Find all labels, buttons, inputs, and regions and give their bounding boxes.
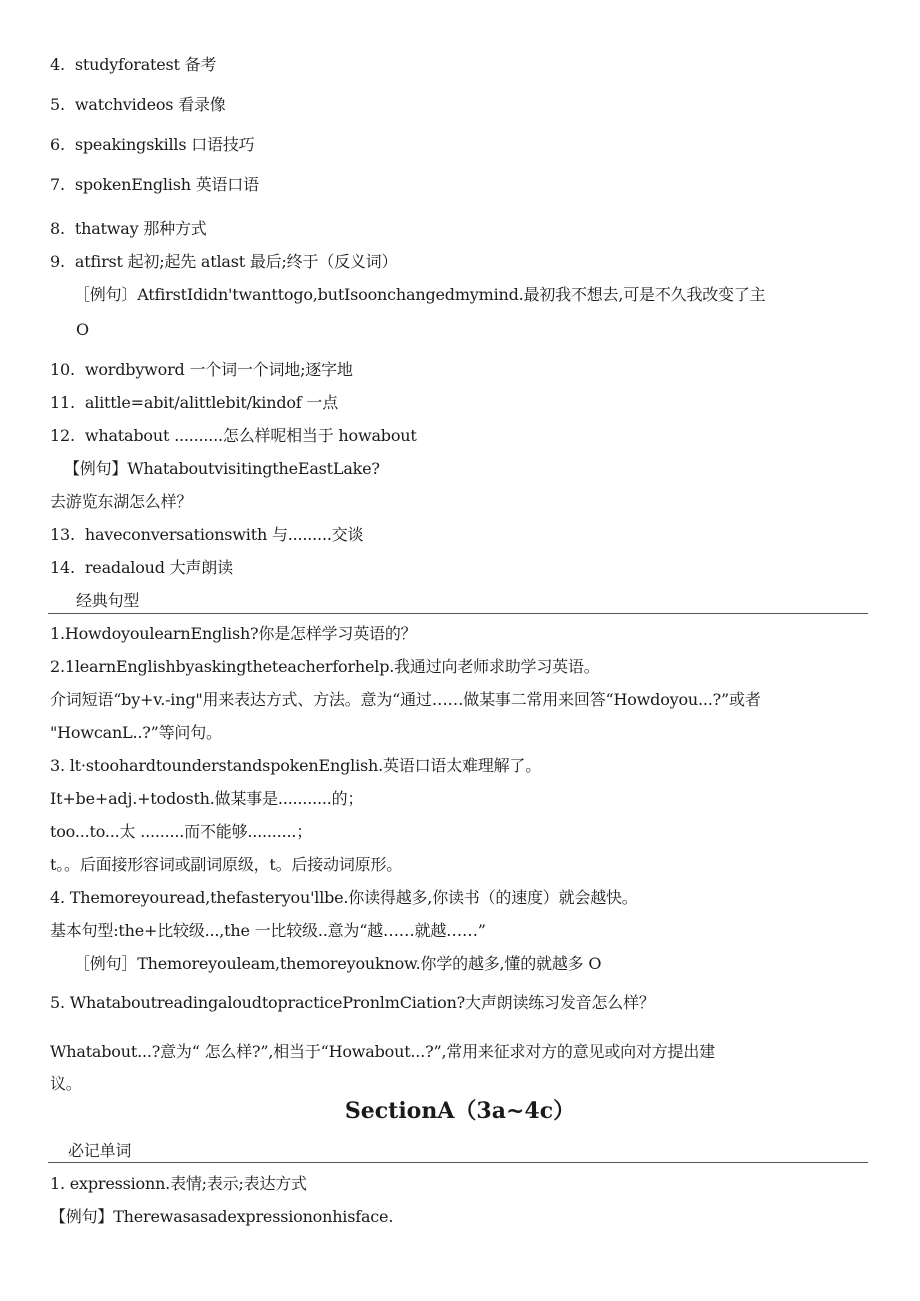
list-item: 6. speakingskills 口语技巧 xyxy=(50,135,255,154)
sentence-line: 议。 xyxy=(50,1074,82,1093)
divider xyxy=(48,613,868,614)
sentence-line: Whatabout...?意为“ 怎么样?”,相当于“Howabout...?”,常用来征求对方的意见或向对方提出建 xyxy=(50,1042,715,1061)
section-label: 必记单词 xyxy=(68,1141,132,1160)
example-sentence-continuation: O xyxy=(76,320,89,339)
example-sentence: 【例句】WhataboutvisitingtheEastLake? xyxy=(64,459,380,478)
list-item: 12. whatabout ..........怎么样呢相当于 howabout xyxy=(50,426,417,445)
sentence-line: 4. Themoreyouread,thefasteryou'llbe.你读得越多,你读书（的速度）就会越快。 xyxy=(50,888,638,907)
sentence-line: t。。后面接形容词或副词原级，t。后接动词原形。 xyxy=(50,855,403,874)
example-sentence: ［例句〕AtfirstIdidn'twanttogo,butIsoonchangedmymind.最初我不想去,可是不久我改变了主 xyxy=(74,285,766,304)
section-label: 经典句型 xyxy=(76,591,140,610)
sentence-line: 3. lt·stoohardtounderstandspokenEnglish.英语口语太难理解了。 xyxy=(50,756,542,775)
sentence-line: 1.HowdoyoulearnEnglish?你是怎样学习英语的？ xyxy=(50,624,417,643)
list-item: 7. spokenEnglish 英语口语 xyxy=(50,175,259,194)
list-item: 14. readaloud 大声朗读 xyxy=(50,558,233,577)
sentence-line: 2.1learnEnglishbyaskingtheteacherforhelp.我通过向老师求助学习英语。 xyxy=(50,657,600,676)
example-sentence: 【例句】Therewasasadexpressiononhisface. xyxy=(50,1207,394,1226)
list-item: 11. alittle=abit/alittlebit/kindof 一点 xyxy=(50,393,339,412)
list-item: 8. thatway 那种方式 xyxy=(50,219,207,238)
list-item: 13. haveconversationswith 与.........交谈 xyxy=(50,525,364,544)
sentence-line: 介词短语“by+v.-ing"用来表达方式、方法。意为“通过……做某事二常用来回答“Howdoyou...?”或者 xyxy=(50,690,761,709)
example-translation: 去游览东湖怎么样？ xyxy=(50,492,193,511)
sentence-line: It+be+adj.+todosth.做某事是...........的； xyxy=(50,789,364,808)
sentence-line: "HowcanL..?”等问句。 xyxy=(50,723,222,742)
vocab-line: 1. expressionn.表情;表示;表达方式 xyxy=(50,1174,307,1193)
list-item: 5. watchvideos 看录像 xyxy=(50,95,226,114)
sentence-line: ［例句］Themoreyouleam,themoreyouknow.你学的越多,懂的就越多 O xyxy=(74,954,602,973)
list-item: 10. wordbyword 一个词一个词地;逐字地 xyxy=(50,360,353,379)
list-item: 4. studyforatest 备考 xyxy=(50,55,217,74)
list-item: 9. atfirst 起初;起先 atlast 最后;终于（反义词） xyxy=(50,252,398,271)
section-heading: SectionA（3a~4c） xyxy=(344,1098,576,1124)
divider xyxy=(48,1162,868,1163)
sentence-line: 基本句型:the+比较级...,the 一比较级..意为“越……就越……” xyxy=(50,921,486,940)
sentence-line: too...to...太 .........而不能够..........； xyxy=(50,822,313,841)
sentence-line: 5. WhataboutreadingaloudtopracticePronlmCiation?大声朗读练习发音怎么样？ xyxy=(50,993,655,1012)
